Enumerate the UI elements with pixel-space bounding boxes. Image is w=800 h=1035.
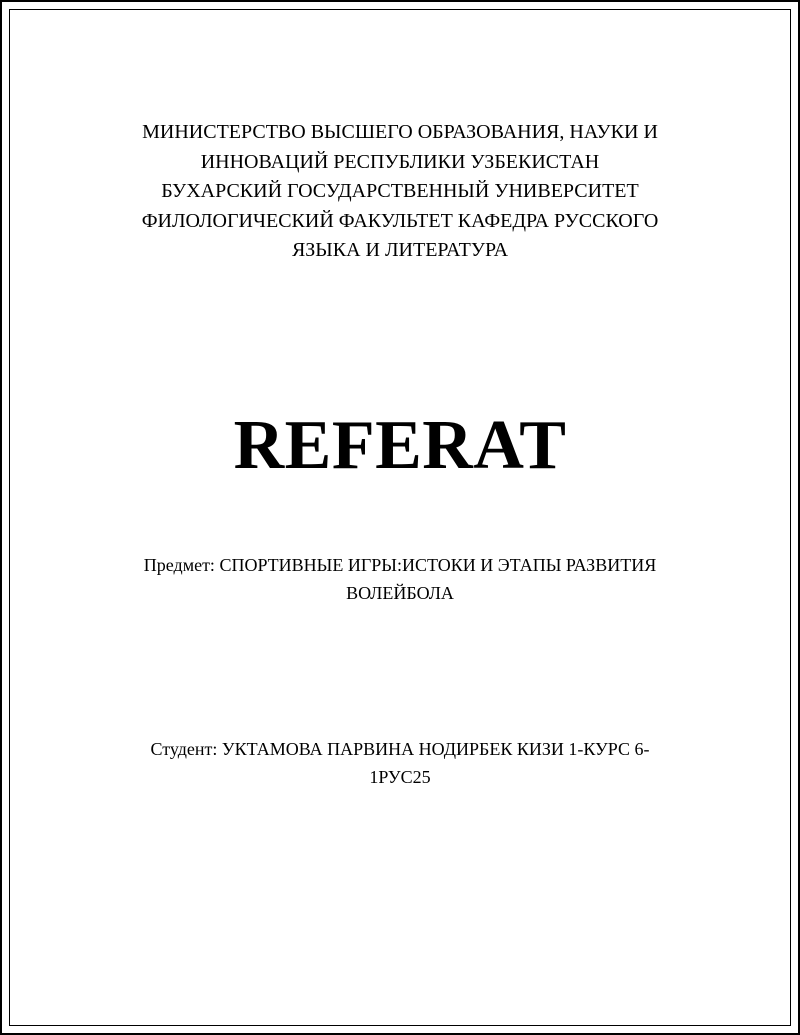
student-block — [100, 735, 700, 791]
document-title: REFERAT — [233, 407, 567, 484]
subject-block — [100, 551, 700, 607]
subject-line-2: ВОЛЕЙБОЛА — [346, 583, 454, 603]
student-line-2: 1РУС25 — [369, 767, 431, 787]
header-line-university: БУХАРСКИЙ ГОСУДАРСТВЕННЫЙ УНИВЕРСИТЕТ — [161, 180, 639, 202]
subject-line-1: Предмет: СПОРТИВНЫЕ ИГРЫ:ИСТОКИ И ЭТАПЫ РАЗВИТИЯ — [143, 555, 657, 575]
student-line-1: Студент: УКТАМОВА ПАРВИНА НОДИРБЕК КИЗИ 1-КУРС 6- — [150, 739, 650, 759]
header-line-republic: ИННОВАЦИЙ РЕСПУБЛИКИ УЗБЕКИСТАН — [200, 150, 600, 173]
header-line-department: ЯЗЫКА И ЛИТЕРАТУРА — [291, 239, 509, 261]
header-line-ministry: МИНИСТЕРСТВО ВЫСШЕГО ОБРАЗОВАНИЯ, НАУКИ И — [142, 121, 658, 143]
header-line-faculty: ФИЛОЛОГИЧЕСКИЙ ФАКУЛЬТЕТ КАФЕДРА РУССКОГО — [141, 209, 659, 232]
institution-header — [100, 118, 700, 266]
